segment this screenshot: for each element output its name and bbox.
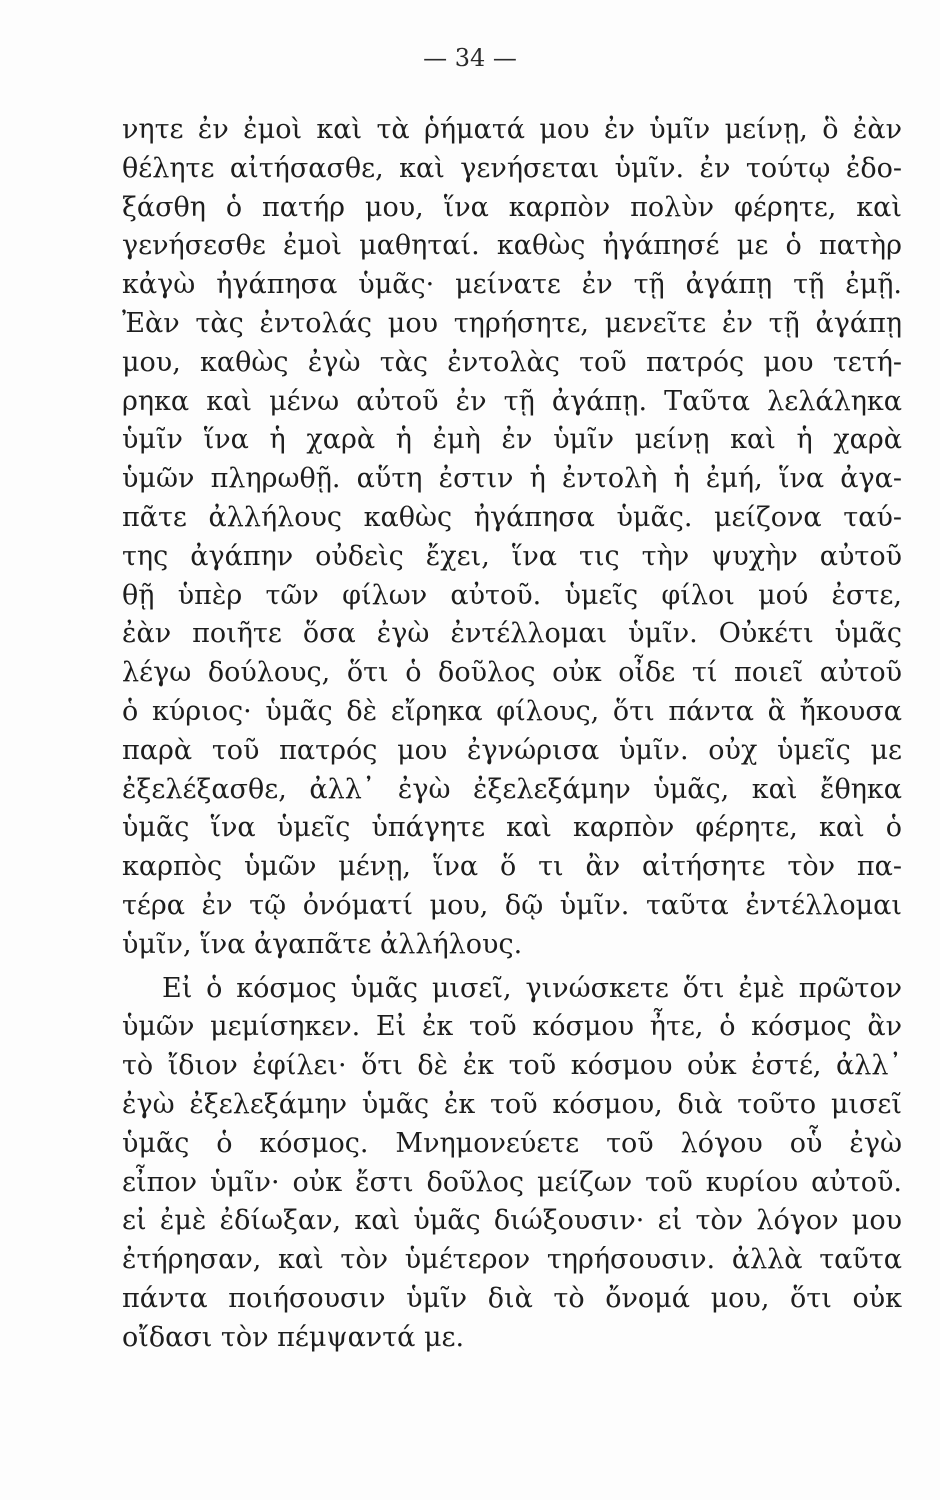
text-line: Εἰ ὁ κόσμος ὑμᾶς μισεῖ, γινώσκετε ὅτι ἐμὲ πρῶτον (162, 972, 902, 1004)
text-line: πάντα ποιήσουσιν ὑμῖν διὰ τὸ ὄνομά μου, ὅτι οὐκ (122, 1282, 902, 1314)
text-line: της ἀγάπην οὐδεὶς ἔχει, ἵνα τις τὴν ψυχὴν αὐτοῦ (122, 540, 902, 572)
text-line: ὑμῶν μεμίσηκεν. Εἰ ἐκ τοῦ κόσμου ἦτε, ὁ κόσμος ἂν (122, 1011, 902, 1043)
text-line: κἀγὼ ἠγάπησα ὑμᾶς· μείνατε ἐν τῇ ἀγάπῃ τῇ ἐμῇ. (122, 269, 902, 301)
text-line: λέγω δούλους, ὅτι ὁ δοῦλος οὐκ οἶδε τί ποιεῖ αὐτοῦ (122, 657, 902, 689)
text-line: μου, καθὼς ἐγὼ τὰς ἐντολὰς τοῦ πατρός μου τετή- (122, 346, 902, 378)
text-line: ρηκα καὶ μένω αὐτοῦ ἐν τῇ ἀγάπῃ. Ταῦτα λελάληκα (122, 385, 902, 417)
text-line: γενήσεσθε ἐμοὶ μαθηταί. καθὼς ἠγάπησέ με ὁ πατὴρ (122, 230, 902, 262)
text-line: θέλητε αἰτήσασθε, καὶ γενήσεται ὑμῖν. ἐν τούτῳ ἐδο- (122, 152, 902, 184)
text-line: ἐτήρησαν, καὶ τὸν ὑμέτερον τηρήσουσιν. ἀλλὰ ταῦτα (122, 1244, 902, 1276)
text-line: νητε ἐν ἐμοὶ καὶ τὰ ῥήματά μου ἐν ὑμῖν μείνῃ, ὃ ἐὰν (122, 114, 902, 145)
text-line: ὑμῖν ἵνα ἡ χαρὰ ἡ ἐμὴ ἐν ὑμῖν μείνῃ καὶ ἡ χαρὰ (122, 424, 902, 456)
text-line: ἐξελέξασθε, ἀλλ᾽ ἐγὼ ἐξελεξάμην ὑμᾶς, καὶ ἔθηκα (122, 773, 902, 805)
body-text (122, 111, 902, 1358)
text-line: καρπὸς ὑμῶν μένῃ, ἵνα ὅ τι ἂν αἰτήσητε τὸν πα- (122, 851, 902, 883)
text-line: οἴδασι τὸν πέμψαντά με. (122, 1321, 465, 1353)
text-line: ὑμᾶς ἵνα ὑμεῖς ὑπάγητε καὶ καρπὸν φέρητε, καὶ ὁ (122, 812, 902, 844)
paragraph-1 (122, 111, 902, 965)
text-line: ὑμῶν πληρωθῇ. αὕτη ἐστιν ἡ ἐντολὴ ἡ ἐμή, ἵνα ἀγα- (122, 463, 902, 495)
text-line: ξάσθη ὁ πατήρ μου, ἵνα καρπὸν πολὺν φέρητε, καὶ (122, 191, 902, 223)
paragraph-2 (122, 970, 902, 1358)
text-line: εἶπον ὑμῖν· οὐκ ἔστι δοῦλος μείζων τοῦ κυρίου αὐτοῦ. (122, 1166, 902, 1198)
text-line: θῇ ὑπὲρ τῶν φίλων αὐτοῦ. ὑμεῖς φίλοι μού ἐστε, (122, 579, 902, 611)
text-line: τὸ ἴδιον ἐφίλει· ὅτι δὲ ἐκ τοῦ κόσμου οὐκ ἐστέ, ἀλλ᾽ (122, 1050, 902, 1082)
text-line: ἐὰν ποιῆτε ὅσα ἐγὼ ἐντέλλομαι ὑμῖν. Οὐκέτι ὑμᾶς (122, 618, 902, 650)
text-line: ὁ κύριος· ὑμᾶς δὲ εἴρηκα φίλους, ὅτι πάντα ἃ ἤκουσα (122, 695, 902, 727)
text-line: τέρα ἐν τῷ ὀνόματί μου, δῷ ὑμῖν. ταῦτα ἐντέλλομαι (122, 889, 902, 921)
text-line: εἰ ἐμὲ ἐδίωξαν, καὶ ὑμᾶς διώξουσιν· εἰ τὸν λόγον μου (122, 1205, 902, 1237)
text-line: ὑμᾶς ὁ κόσμος. Μνημονεύετε τοῦ λόγου οὗ ἐγὼ (122, 1127, 902, 1159)
text-line: Ἐὰν τὰς ἐντολάς μου τηρήσητε, μενεῖτε ἐν τῇ ἀγάπῃ (122, 307, 902, 339)
text-line: ἐγὼ ἐξελεξάμην ὑμᾶς ἐκ τοῦ κόσμου, διὰ τοῦτο μισεῖ (122, 1088, 902, 1120)
text-line: πᾶτε ἀλλήλους καθὼς ἠγάπησα ὑμᾶς. μείζονα ταύ- (122, 501, 902, 533)
text-line: ὑμῖν, ἵνα ἀγαπᾶτε ἀλλήλους. (122, 928, 523, 960)
text-line: παρὰ τοῦ πατρός μου ἐγνώρισα ὑμῖν. οὐχ ὑμεῖς με (122, 734, 902, 766)
page-number: — 34 — (423, 44, 517, 72)
